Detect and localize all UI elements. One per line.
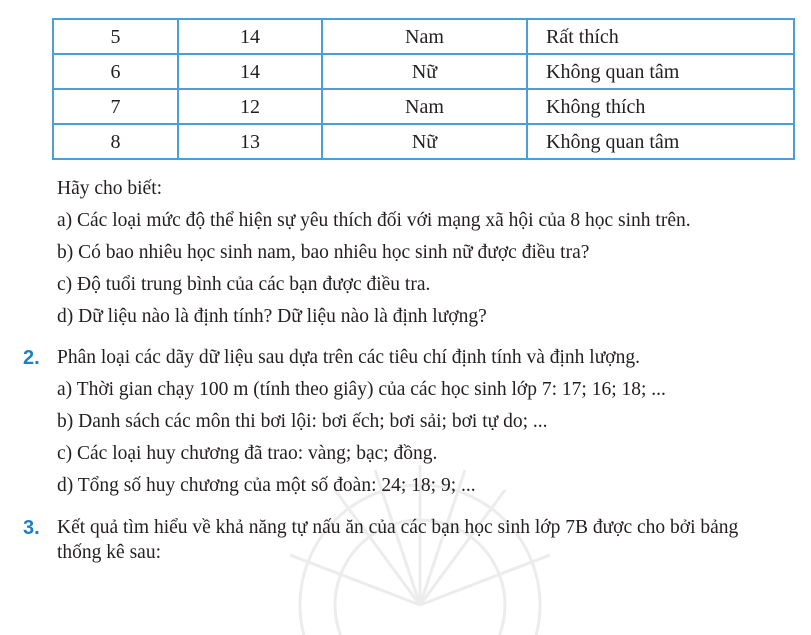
table-cell: 6 (53, 54, 178, 89)
q2-item-d: d) Tổng số huy chương của một số đoàn: 24; 18; 9; ... (57, 475, 476, 496)
q1-item-a: a) Các loại mức độ thể hiện sự yêu thích đối với mạng xã hội của 8 học sinh trên. (57, 210, 691, 231)
table-cell: Nữ (322, 54, 527, 89)
table-row (53, 19, 794, 54)
table-cell: Nam (322, 19, 527, 54)
q1-item-d: d) Dữ liệu nào là định tính? Dữ liệu nào là định lượng? (57, 306, 487, 327)
q1-item-c: c) Độ tuổi trung bình của các bạn được điều tra. (57, 274, 431, 295)
question-2-text: Phân loại các dãy dữ liệu sau dựa trên các tiêu chí định tính và định lượng. (57, 347, 640, 368)
question-3-number: 3. (23, 517, 40, 539)
table-cell: 8 (53, 124, 178, 159)
q1-intro: Hãy cho biết: (57, 178, 163, 199)
table-cell: 12 (178, 89, 322, 124)
table-cell: Nam (322, 89, 527, 124)
table-cell: 13 (178, 124, 322, 159)
question-3-line-2: thống kê sau: (57, 542, 161, 563)
table-row (53, 124, 794, 159)
table-cell: 5 (53, 19, 178, 54)
table-cell: 7 (53, 89, 178, 124)
q2-item-c: c) Các loại huy chương đã trao: vàng; bạc; đồng. (57, 443, 438, 464)
table-cell: Không quan tâm (527, 124, 794, 159)
q2-item-a: a) Thời gian chạy 100 m (tính theo giây) của các học sinh lớp 7: 17; 16; 18; ... (57, 379, 666, 400)
table-cell: 14 (178, 54, 322, 89)
table-cell: Không thích (527, 89, 794, 124)
table-cell: Không quan tâm (527, 54, 794, 89)
q1-item-b: b) Có bao nhiêu học sinh nam, bao nhiêu học sinh nữ được điều tra? (57, 242, 590, 263)
survey-table (52, 18, 795, 160)
question-3-line-1: Kết quả tìm hiểu về khả năng tự nấu ăn của các bạn học sinh lớp 7B được cho bởi bảng (57, 517, 739, 538)
question-2-number: 2. (23, 347, 40, 369)
q2-item-b: b) Danh sách các môn thi bơi lội: bơi ếch; bơi sải; bơi tự do; ... (57, 411, 548, 432)
table-cell: Rất thích (527, 19, 794, 54)
table-cell: Nữ (322, 124, 527, 159)
table-row (53, 89, 794, 124)
table-cell: 14 (178, 19, 322, 54)
table-row (53, 54, 794, 89)
